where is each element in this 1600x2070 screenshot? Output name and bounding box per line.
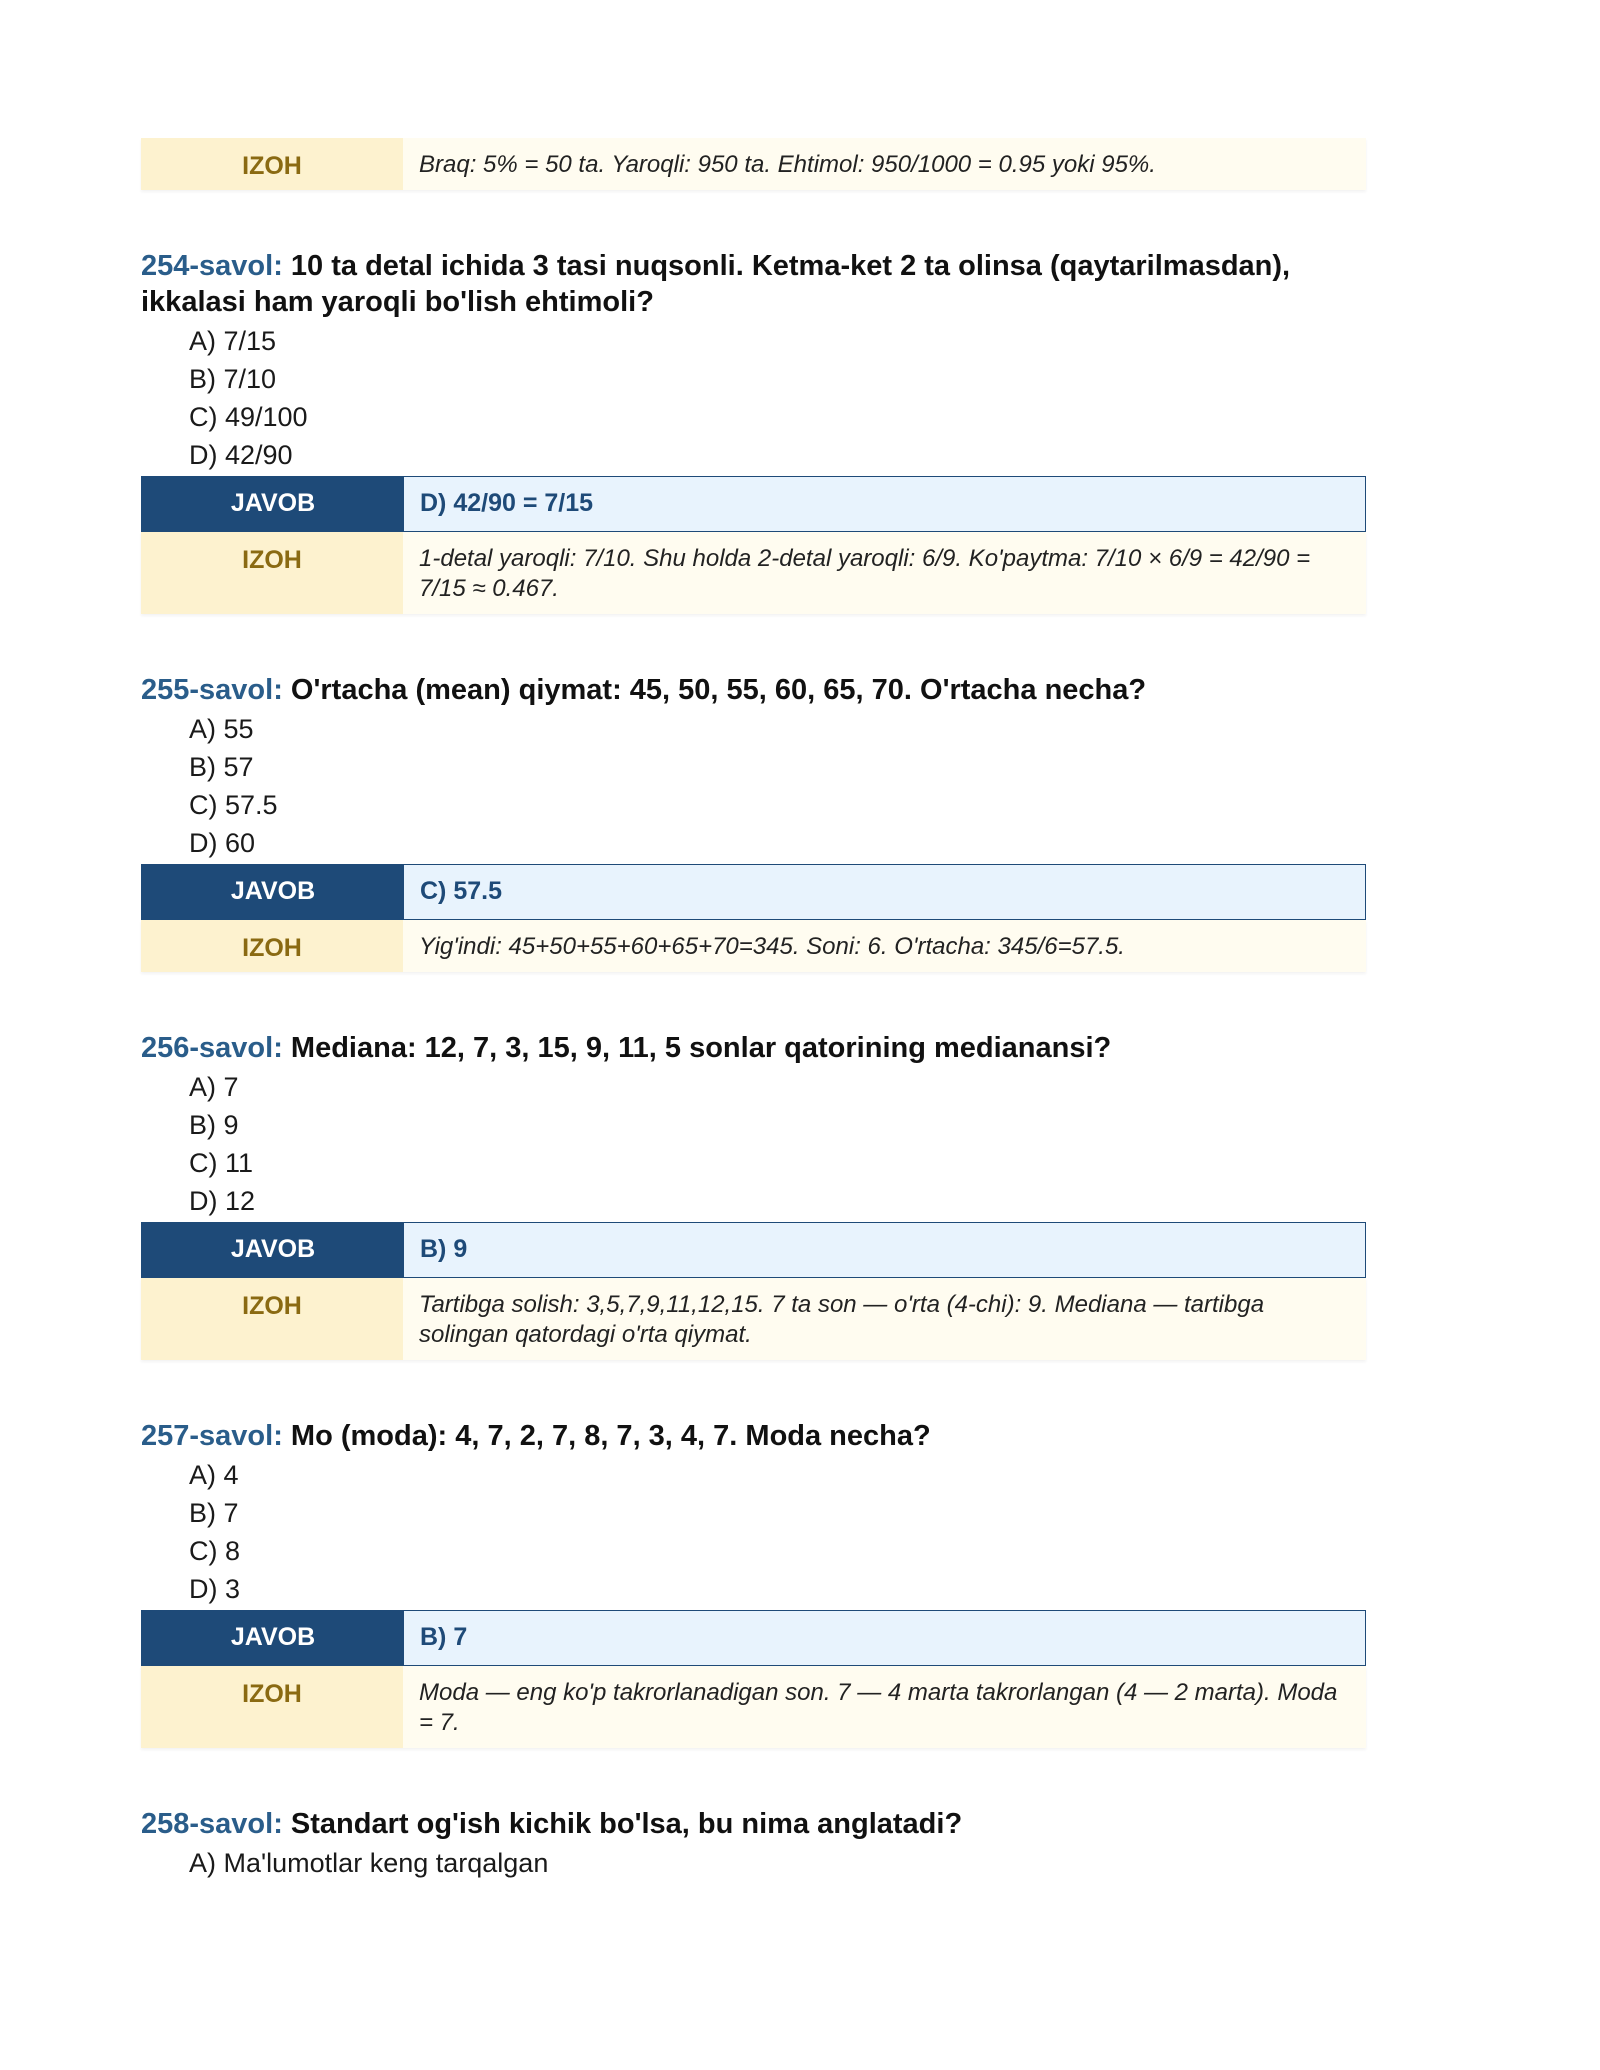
question-text: O'rtacha (mean) qiymat: 45, 50, 55, 60, 65, 70. O'rtacha necha?	[290, 674, 1147, 706]
option-b: B) 7	[189, 1498, 239, 1528]
izoh-row	[141, 1278, 1366, 1360]
option-d: D) 12	[189, 1186, 256, 1216]
option-c: C) 49/100	[189, 402, 308, 432]
options-list	[141, 1068, 1366, 1220]
javob-label: JAVOB	[142, 865, 404, 919]
option-b: B) 57	[189, 752, 254, 782]
question-text: 10 ta detal ichida 3 tasi nuqsonli. Ketma-ket 2 ta olinsa (qaytarilmasdan), ikkalasi ham yaroqli bo'lish ehtimoli?	[141, 250, 1291, 318]
javob-row	[141, 1222, 1366, 1278]
document-page	[141, 138, 1366, 1882]
question-text: Standart og'ish kichik bo'lsa, bu nima anglatadi?	[290, 1808, 963, 1840]
izoh-text: Braq: 5% = 50 ta. Yaroqli: 950 ta. Ehtimol: 950/1000 = 0.95 yoki 95%.	[419, 151, 1156, 178]
question-256	[141, 1030, 1366, 1360]
options-list	[141, 710, 1366, 862]
izoh-row	[141, 920, 1366, 972]
javob-row	[141, 1610, 1366, 1666]
javob-label: JAVOB	[142, 1611, 404, 1665]
javob-row	[141, 864, 1366, 920]
izoh-text: Yig'indi: 45+50+55+60+65+70=345. Soni: 6. O'rtacha: 345/6=57.5.	[419, 933, 1125, 960]
question-title	[141, 672, 1366, 708]
izoh-label: IZOH	[141, 920, 403, 972]
top-izoh-row	[141, 138, 1366, 190]
javob-answer: B) 9	[404, 1223, 1365, 1277]
question-255	[141, 672, 1366, 972]
option-c: C) 57.5	[189, 790, 278, 820]
options-list	[141, 1844, 1366, 1882]
options-list	[141, 322, 1366, 474]
question-254	[141, 248, 1366, 614]
question-title	[141, 1030, 1366, 1066]
option-d: D) 3	[189, 1574, 241, 1604]
question-title	[141, 1806, 1366, 1842]
question-number: 257-savol:	[141, 1420, 283, 1452]
question-text: Mo (moda): 4, 7, 2, 7, 8, 7, 3, 4, 7. Moda necha?	[290, 1420, 931, 1452]
option-a: A) 55	[189, 714, 254, 744]
izoh-text: Moda — eng ko'p takrorlanadigan son. 7 — 4 marta takrorlangan (4 — 2 marta). Moda = 7.	[419, 1679, 1338, 1736]
izoh-label: IZOH	[141, 1666, 403, 1748]
question-257	[141, 1418, 1366, 1748]
question-number: 258-savol:	[141, 1808, 283, 1840]
question-text: Mediana: 12, 7, 3, 15, 9, 11, 5 sonlar qatorining medianansi?	[290, 1032, 1112, 1064]
izoh-label: IZOH	[141, 1278, 403, 1360]
javob-row	[141, 476, 1366, 532]
javob-label: JAVOB	[142, 477, 404, 531]
question-title	[141, 248, 1366, 320]
javob-answer: C) 57.5	[404, 865, 1365, 919]
option-a: A) Ma'lumotlar keng tarqalgan	[189, 1848, 549, 1878]
option-a: A) 7/15	[189, 326, 277, 356]
izoh-text: 1-detal yaroqli: 7/10. Shu holda 2-detal yaroqli: 6/9. Ko'paytma: 7/10 × 6/9 = 42/90 = 7/15 ≈ 0.467.	[419, 545, 1311, 602]
option-d: D) 42/90	[189, 440, 293, 470]
options-list	[141, 1456, 1366, 1608]
javob-answer: B) 7	[404, 1611, 1365, 1665]
question-number: 255-savol:	[141, 674, 283, 706]
option-a: A) 7	[189, 1072, 239, 1102]
option-d: D) 60	[189, 828, 256, 858]
option-a: A) 4	[189, 1460, 239, 1490]
question-258	[141, 1806, 1366, 1882]
option-c: C) 11	[189, 1148, 254, 1178]
izoh-text: Tartibga solish: 3,5,7,9,11,12,15. 7 ta son — o'rta (4-chi): 9. Mediana — tartibga solingan qatordagi o'rta qiymat.	[419, 1291, 1265, 1348]
javob-answer: D) 42/90 = 7/15	[404, 477, 1365, 531]
option-b: B) 9	[189, 1110, 239, 1140]
izoh-label: IZOH	[141, 532, 403, 614]
izoh-row	[141, 1666, 1366, 1748]
izoh-row	[141, 532, 1366, 614]
option-c: C) 8	[189, 1536, 241, 1566]
question-number: 254-savol:	[141, 250, 283, 282]
option-b: B) 7/10	[189, 364, 277, 394]
izoh-label: IZOH	[141, 138, 403, 190]
question-title	[141, 1418, 1366, 1454]
question-number: 256-savol:	[141, 1032, 283, 1064]
javob-label: JAVOB	[142, 1223, 404, 1277]
